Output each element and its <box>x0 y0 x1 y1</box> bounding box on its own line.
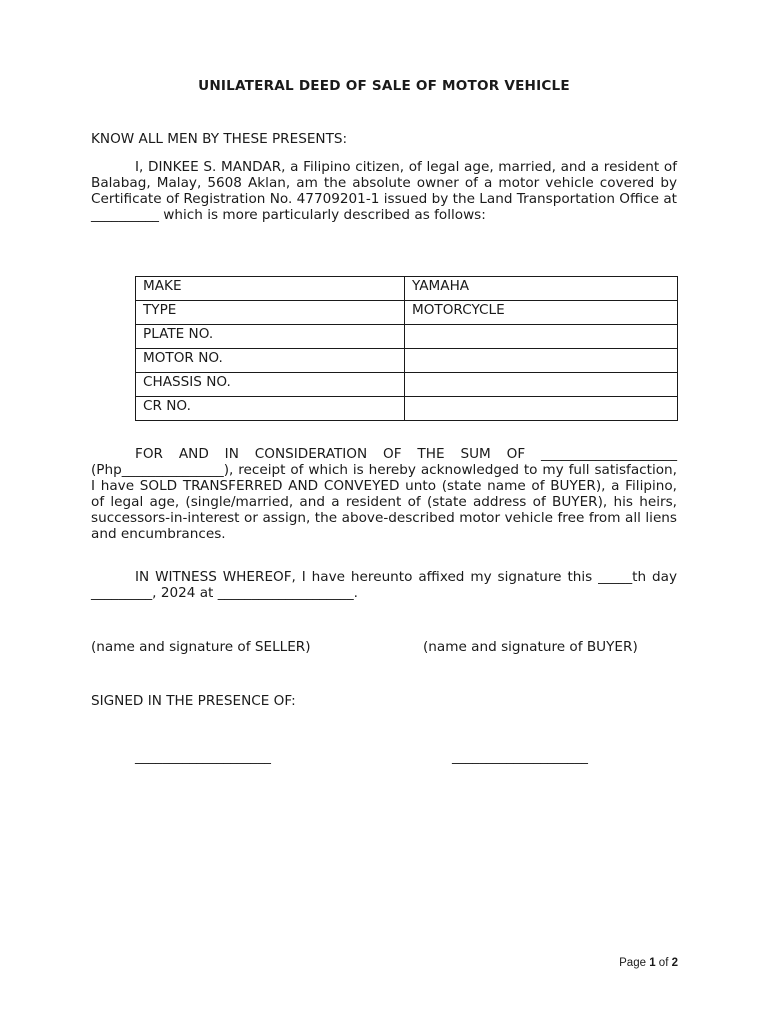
table-row <box>136 349 678 373</box>
page-label: Page <box>619 957 646 969</box>
page-current: 1 <box>649 957 656 969</box>
consideration-paragraph: FOR AND IN CONSIDERATION OF THE SUM OF ____________________ (Php_______________), receipt of which is hereby acknowledged to my full satisfaction, I have SOLD TRANSFERRED AND CONVEYED unto (state name of BUYER), a Filipino, of legal age, (single/married, and a resident of (state address of BUYER), his heirs, successors-in-interest or assign, the above-described motor vehicle free from all liens and encumbrances. <box>91 446 677 542</box>
witness-heading: SIGNED IN THE PRESENCE OF: <box>91 693 296 709</box>
witness-whereof-paragraph: IN WITNESS WHEREOF, I have hereunto affixed my signature this _____th day _________, 2024 at ____________________. <box>91 569 677 601</box>
field-label: TYPE <box>136 301 405 325</box>
field-value <box>405 397 678 421</box>
ownership-paragraph: I, DINKEE S. MANDAR, a Filipino citizen, of legal age, married, and a resident of Balabag, Malay, 5608 Aklan, am the absolute owner of a motor vehicle covered by Certificate of Registration No. 47709201-1 issued by the Land Transportation Office at __________ which is more particularly described as follows: <box>91 159 677 223</box>
buyer-signature-label: (name and signature of BUYER) <box>423 639 638 655</box>
greeting-line: KNOW ALL MEN BY THESE PRESENTS: <box>91 131 348 147</box>
table-row <box>136 397 678 421</box>
field-label: PLATE NO. <box>136 325 405 349</box>
table-row <box>136 277 678 301</box>
witness-signature-line-1: ____________________ <box>135 749 271 765</box>
field-value: MOTORCYCLE <box>405 301 678 325</box>
table-row <box>136 301 678 325</box>
vehicle-details-table <box>135 276 678 421</box>
page-total: 2 <box>671 957 678 969</box>
page-of: of <box>658 957 669 969</box>
field-label: CHASSIS NO. <box>136 373 405 397</box>
field-label: MOTOR NO. <box>136 349 405 373</box>
field-value <box>405 325 678 349</box>
field-label: MAKE <box>136 277 405 301</box>
page-number <box>619 957 678 969</box>
table-row <box>136 325 678 349</box>
field-value: YAMAHA <box>405 277 678 301</box>
field-label: CR NO. <box>136 397 405 421</box>
field-value <box>405 349 678 373</box>
table-row <box>136 373 678 397</box>
witness-signature-line-2: ____________________ <box>452 749 588 765</box>
document-title: UNILATERAL DEED OF SALE OF MOTOR VEHICLE <box>198 78 570 94</box>
field-value <box>405 373 678 397</box>
seller-signature-label: (name and signature of SELLER) <box>91 639 311 655</box>
